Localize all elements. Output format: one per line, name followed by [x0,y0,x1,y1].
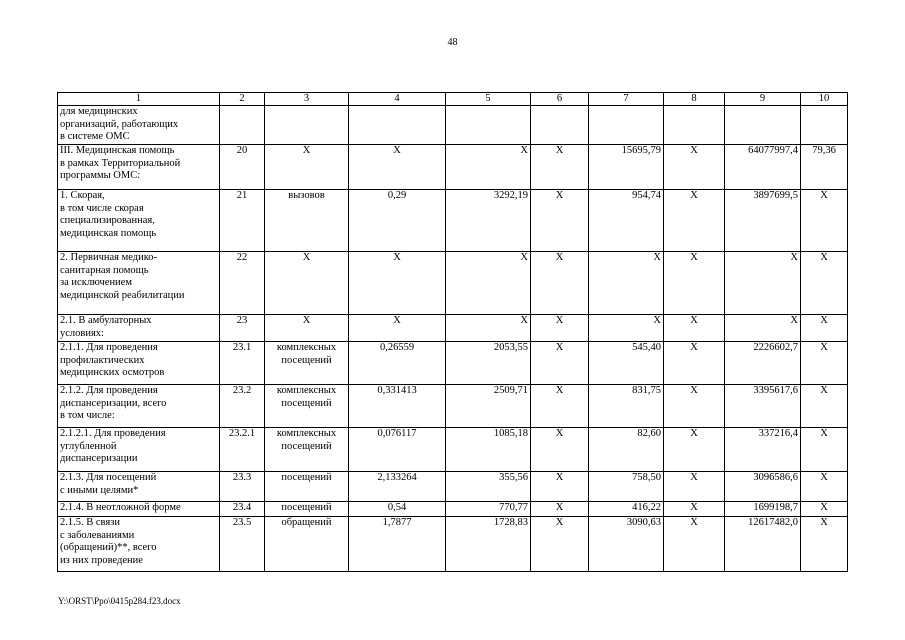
cell-col-8: Х [664,472,725,502]
cell-col-1: 2.1.4. В неотложной форме [58,502,220,517]
cell-col-10: Х [801,252,848,315]
cell-col-4: 1,7877 [349,517,446,572]
cell-col-3: обращений [265,517,349,572]
cell-col-1: 1. Скорая, в том числе скорая специализированная, медицинская помощь [58,190,220,252]
cell-col-3: комплексных посещений [265,342,349,385]
cell-col-7: 831,75 [589,385,664,428]
cell-col-9 [725,106,801,145]
cell-col-7: 954,74 [589,190,664,252]
column-header-6: 6 [531,93,589,106]
column-header-3: 3 [265,93,349,106]
cell-col-8: Х [664,145,725,190]
cell-col-5: Х [446,145,531,190]
cell-col-10: Х [801,190,848,252]
cell-col-2: 22 [220,252,265,315]
cell-col-1: 2.1.2. Для проведения диспансеризации, всего в том числе: [58,385,220,428]
cell-col-7: Х [589,252,664,315]
cell-col-5: 1728,83 [446,517,531,572]
cell-col-10: Х [801,517,848,572]
cell-col-6: Х [531,190,589,252]
cell-col-4: 0,331413 [349,385,446,428]
cell-col-10: Х [801,385,848,428]
cell-col-3: Х [265,252,349,315]
cell-col-7: 416,22 [589,502,664,517]
cell-col-5: 355,56 [446,472,531,502]
cell-col-10: Х [801,502,848,517]
cell-col-8: Х [664,190,725,252]
table-row [58,517,848,572]
table-row [58,342,848,385]
cell-col-9: Х [725,315,801,342]
table-row [58,252,848,315]
cell-col-7: 15695,79 [589,145,664,190]
cell-col-8: Х [664,502,725,517]
data-table [57,92,848,572]
cell-col-9: 3395617,6 [725,385,801,428]
cell-col-1: для медицинских организаций, работающих в системе ОМС [58,106,220,145]
cell-col-9: 337216,4 [725,428,801,472]
cell-col-1: 2.1. В амбулаторных условиях: [58,315,220,342]
document-file-path: Y:\ORST\Ppo\0415p284.f23.docx [58,596,181,606]
cell-col-3: комплексных посещений [265,428,349,472]
table-row [58,106,848,145]
table-row [58,190,848,252]
cell-col-8: Х [664,385,725,428]
cell-col-5: 770,77 [446,502,531,517]
cell-col-4: 0,54 [349,502,446,517]
header-row [58,93,848,106]
cell-col-3: вызовов [265,190,349,252]
column-header-8: 8 [664,93,725,106]
cell-col-4: 2,133264 [349,472,446,502]
cell-col-7 [589,106,664,145]
cell-col-9: 1699198,7 [725,502,801,517]
cell-col-7: 3090,63 [589,517,664,572]
table-row [58,315,848,342]
cell-col-5 [446,106,531,145]
cell-col-9: 12617482,0 [725,517,801,572]
cell-col-2 [220,106,265,145]
cell-col-3: посещений [265,472,349,502]
cell-col-7: Х [589,315,664,342]
cell-col-4: 0,076117 [349,428,446,472]
cell-col-6: Х [531,252,589,315]
cell-col-3: Х [265,315,349,342]
cell-col-8: Х [664,428,725,472]
column-header-4: 4 [349,93,446,106]
cell-col-7: 758,50 [589,472,664,502]
table-row [58,502,848,517]
cell-col-4: 0,26559 [349,342,446,385]
cell-col-4 [349,106,446,145]
cell-col-9: 3096586,6 [725,472,801,502]
cell-col-5: 3292,19 [446,190,531,252]
cell-col-3: Х [265,145,349,190]
column-header-1: 1 [58,93,220,106]
cell-col-10: Х [801,342,848,385]
cell-col-2: 20 [220,145,265,190]
table-row [58,472,848,502]
table-row [58,428,848,472]
cell-col-5: Х [446,315,531,342]
column-header-2: 2 [220,93,265,106]
cell-col-10: Х [801,428,848,472]
column-header-9: 9 [725,93,801,106]
cell-col-8: Х [664,252,725,315]
cell-col-8 [664,106,725,145]
cell-col-10: 79,36 [801,145,848,190]
cell-col-8: Х [664,342,725,385]
column-header-5: 5 [446,93,531,106]
table-row [58,145,848,190]
cell-col-7: 82,60 [589,428,664,472]
cell-col-10: Х [801,315,848,342]
cell-col-9: 2226602,7 [725,342,801,385]
cell-col-5: 1085,18 [446,428,531,472]
cell-col-8: Х [664,315,725,342]
cell-col-6: Х [531,315,589,342]
cell-col-2: 23.2 [220,385,265,428]
cell-col-1: III. Медицинская помощь в рамках Территориальной программы ОМС: [58,145,220,190]
cell-col-2: 23 [220,315,265,342]
cell-col-6: Х [531,472,589,502]
cell-col-4: Х [349,252,446,315]
cell-col-4: Х [349,145,446,190]
cell-col-1: 2. Первичная медико- санитарная помощь за исключением медицинской реабилитации [58,252,220,315]
column-header-10: 10 [801,93,848,106]
cell-col-1: 2.1.1. Для проведения профилактических медицинских осмотров [58,342,220,385]
cell-col-8: Х [664,517,725,572]
cell-col-1: 2.1.5. В связи с заболеваниями (обращений)**, всего из них проведение [58,517,220,572]
cell-col-2: 23.5 [220,517,265,572]
cell-col-9: Х [725,252,801,315]
cell-col-10: Х [801,472,848,502]
cell-col-1: 2.1.2.1. Для проведения углубленной диспансеризации [58,428,220,472]
table-body [58,106,848,572]
cell-col-10 [801,106,848,145]
cell-col-9: 64077997,4 [725,145,801,190]
cell-col-5: 2509,71 [446,385,531,428]
cell-col-3: комплексных посещений [265,385,349,428]
cell-col-7: 545,40 [589,342,664,385]
cell-col-6: Х [531,145,589,190]
table-row [58,385,848,428]
cell-col-1: 2.1.3. Для посещений с иными целями* [58,472,220,502]
cell-col-5: 2053,55 [446,342,531,385]
cell-col-5: Х [446,252,531,315]
cell-col-2: 23.4 [220,502,265,517]
cell-col-2: 23.2.1 [220,428,265,472]
cell-col-2: 23.3 [220,472,265,502]
cell-col-6: Х [531,342,589,385]
cell-col-3 [265,106,349,145]
column-header-7: 7 [589,93,664,106]
cell-col-6 [531,106,589,145]
cell-col-2: 23.1 [220,342,265,385]
cell-col-3: посещений [265,502,349,517]
cell-col-6: Х [531,502,589,517]
cell-col-6: Х [531,428,589,472]
cell-col-6: Х [531,517,589,572]
cell-col-2: 21 [220,190,265,252]
cell-col-4: Х [349,315,446,342]
cell-col-4: 0,29 [349,190,446,252]
page-number: 48 [447,37,458,48]
cell-col-9: 3897699,5 [725,190,801,252]
cell-col-6: Х [531,385,589,428]
